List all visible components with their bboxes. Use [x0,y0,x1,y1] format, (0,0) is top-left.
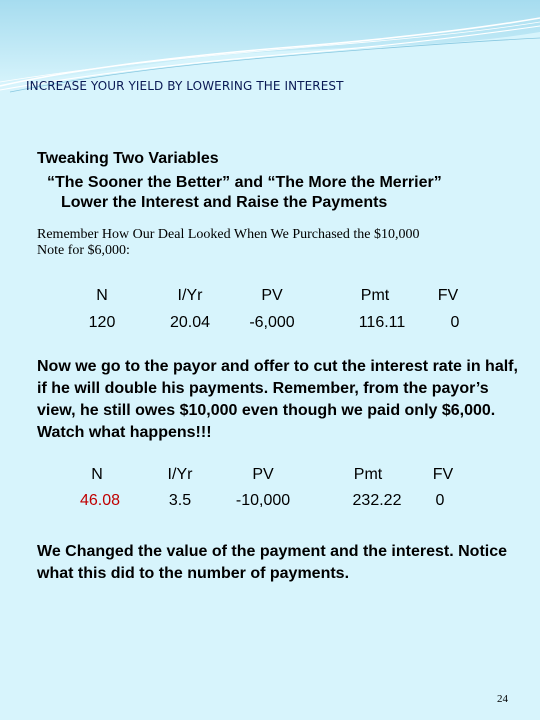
value-fv: 0 [450,314,460,331]
remember-note-line-1: Remember How Our Deal Looked When We Purchased the $10,000 [37,227,420,242]
header-pmt: Pmt [360,287,390,304]
value-pv: -10,000 [235,492,291,509]
paragraph-conclusion: We Changed the value of the payment and the interest. Notice what this did to the number of payments. [37,543,508,582]
header-pmt: Pmt [353,466,383,483]
remember-note [37,227,517,259]
slide-title: INCREASE YOUR YIELD BY LOWERING THE INTEREST [26,79,344,93]
header-fv: FV [437,287,459,304]
header-n: N [91,466,103,483]
header-fv: FV [432,466,454,483]
heading-sooner-better: “The Sooner the Better” and “The More the Merrier” [47,174,442,191]
heading-lower-interest: Lower the Interest and Raise the Payments [61,194,388,211]
page-number: 24 [497,693,508,705]
value-i-yr: 20.04 [169,314,211,331]
header-pv: PV [261,287,283,304]
header-i-yr: I/Yr [177,287,203,304]
value-n: 120 [88,314,116,331]
header-pv: PV [252,466,274,483]
paragraph-offer: Now we go to the payor and offer to cut the interest rate in half, if he will double his payments. Remember, from the payor’s view, he still owes $10,000 even though we paid only $6,000. Watch what happens!!! [37,358,518,441]
value-pmt: 116.11 [358,314,406,331]
value-pmt: 232.22 [352,492,402,509]
value-fv: 0 [435,492,445,509]
header-decoration [0,0,540,110]
header-i-yr: I/Yr [167,466,193,483]
remember-note-line-2: Note for $6,000: [37,243,130,258]
value-pv: -6,000 [249,314,295,331]
value-i-yr: 3.5 [168,492,192,509]
value-n-highlighted: 46.08 [79,492,121,509]
header-n: N [96,287,108,304]
heading-tweaking: Tweaking Two Variables [37,150,219,167]
